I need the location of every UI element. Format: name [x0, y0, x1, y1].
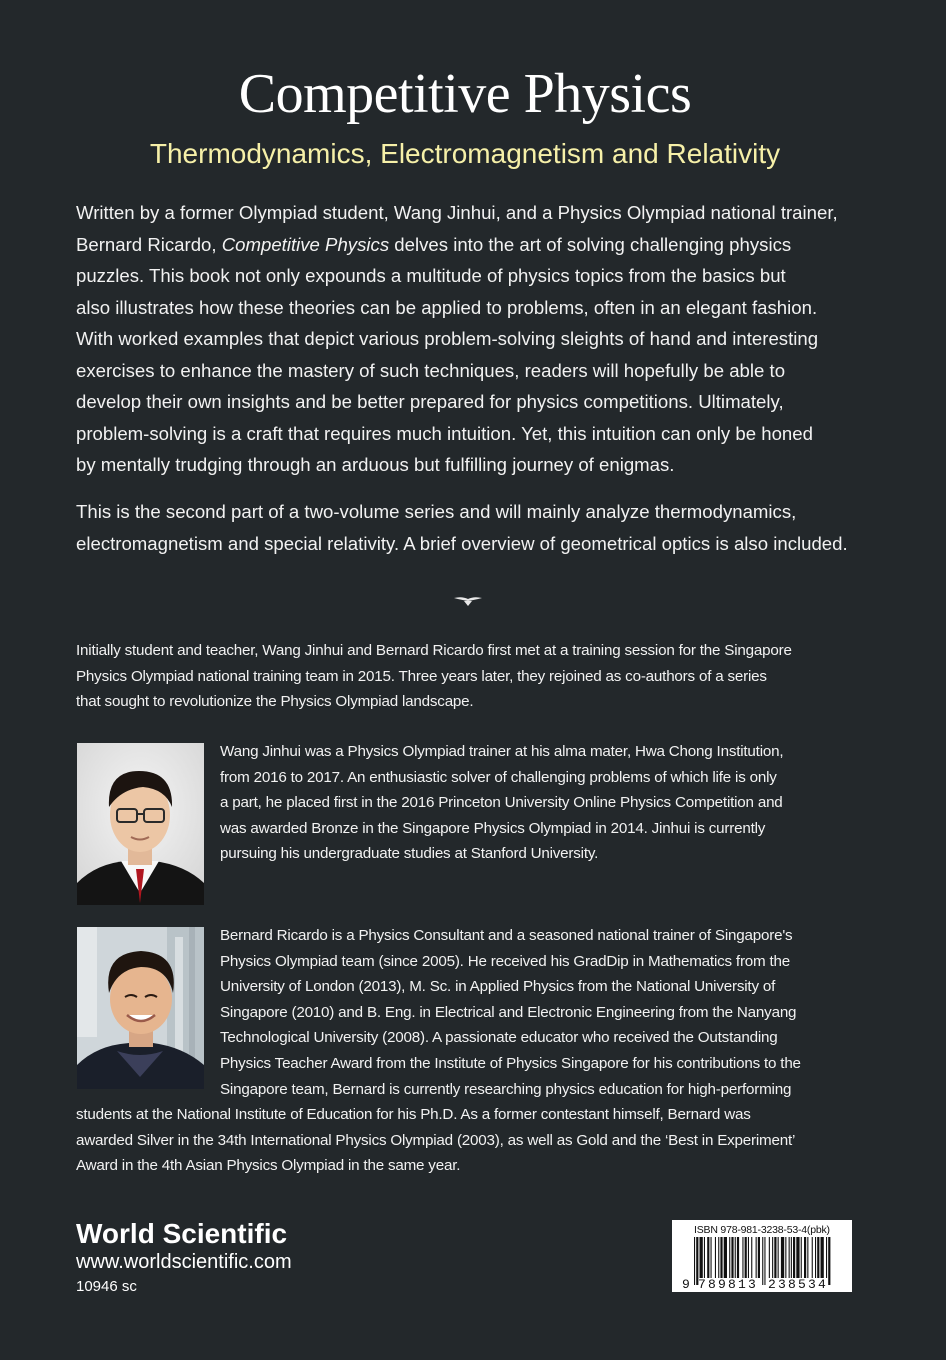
barcode-bar [704, 1237, 705, 1278]
bio-line: Physics Olympiad team (since 2005). He received his GradDip in Mathematics from the [220, 952, 791, 970]
bio-bernard-ricardo [220, 923, 860, 1102]
barcode-bar [711, 1237, 712, 1278]
barcode-bar [745, 1237, 747, 1278]
bio-line: University of London (2013), M. Sc. in Applied Physics from the National University of [220, 978, 776, 996]
blurb-line: Written by a former Olympiad student, Wang Jinhui, and a Physics Olympiad national trainer, [76, 202, 838, 223]
barcode-bar [751, 1237, 752, 1278]
bio-line: Award in the 4th Asian Physics Olympiad in the same year. [76, 1157, 461, 1175]
blurb-line: puzzles. This book not only expounds a multitude of physics topics from the basics but [76, 265, 786, 286]
bio-line: Technological University (2008). A passionate educator who received the Outstanding [220, 1029, 778, 1047]
barcode-bar [789, 1237, 790, 1278]
barcode-bar [769, 1237, 770, 1278]
barcode-bar [764, 1237, 765, 1285]
barcode-bar [801, 1237, 802, 1278]
barcode-digit-group-2: 238534 [768, 1277, 829, 1292]
blurb-line: develop their own insights and be better prepared for physics competitions. Ultimately, [76, 391, 784, 412]
barcode-bar [720, 1237, 722, 1278]
intro-line: Initially student and teacher, Wang Jinhui and Bernard Ricardo first met at a training session for the Singapore [76, 642, 792, 659]
blurb-fragment: Bernard Ricardo, [76, 233, 222, 255]
barcode-bar [828, 1237, 830, 1285]
blurb-paragraph-1 [76, 197, 860, 481]
barcode-bar [774, 1237, 776, 1278]
bio-line: Wang Jinhui was a Physics Olympiad trainer at his alma mater, Hwa Chong Institution, [220, 743, 784, 760]
book-subtitle: Thermodynamics, Electromagnetism and Relativity [149, 138, 781, 169]
barcode-bar [718, 1237, 719, 1278]
blurb-line: by mentally trudging through an arduous but fulfilling journey of enigmas. [76, 454, 675, 475]
blurb-line: This is the second part of a two-volume series and will mainly analyze thermodynamics, [76, 501, 797, 522]
barcode-bar [724, 1237, 727, 1278]
bio-line: pursuing his undergraduate studies at Stanford University. [220, 845, 599, 863]
blurb-line: also illustrates how these theories can be applied to problems, often in an elegant fashion. [76, 296, 818, 318]
barcode-digit-prefix: 9 [682, 1277, 690, 1292]
bio-line: a part, he placed first in the 2016 Princeton University Online Physics Competition and [220, 794, 783, 812]
barcode-bar [756, 1237, 757, 1278]
barcode-bar [772, 1237, 773, 1278]
barcode-bar [731, 1237, 733, 1278]
blurb-line: exercises to enhance the mastery of such techniques, readers will hopefully be able to [76, 359, 786, 381]
book-title-italic: Competitive Physics [221, 233, 390, 255]
barcode-bar [793, 1237, 795, 1278]
barcode-digit-group-1: 789813 [698, 1277, 759, 1292]
isbn-label: ISBN 978-981-3238-53-4(pbk) [694, 1224, 830, 1236]
barcode-bar [735, 1237, 736, 1278]
blurb-line: problem-solving is a craft that requires much intuition. Yet, this intuition can only be honed [76, 422, 813, 444]
isbn-barcode [672, 1220, 852, 1292]
barcode-bar [826, 1237, 827, 1278]
barcode-bar [700, 1237, 703, 1278]
bio-line: was awarded Bronze in the Singapore Physics Olympiad in 2014. Jinhui is currently [220, 819, 766, 837]
bio-line: students at the National Institute of Education for his Ph.D. As a former contestant himself, Bernard was [76, 1106, 751, 1123]
barcode-bar [796, 1237, 799, 1278]
barcode-bar [785, 1237, 786, 1278]
barcode-bar [694, 1237, 695, 1285]
barcode-bar [762, 1237, 763, 1285]
blurb-paragraph-2 [76, 496, 860, 559]
barcode-bar [804, 1237, 806, 1278]
barcode-bars [672, 1220, 852, 1292]
intro-line: Physics Olympiad national training team in 2015. Three years later, they rejoined as co-authors of a series [76, 667, 767, 685]
barcode-bar [807, 1237, 808, 1278]
bio-line: from 2016 to 2017. An enthusiastic solver of challenging problems of which life is only [220, 768, 777, 786]
bio-line: Physics Teacher Award from the Institute of Physics Singapore for his contributions to the [220, 1054, 801, 1072]
bio-wang-jinhui [220, 739, 860, 867]
intro-line: that sought to revolutionize the Physics Olympiad landscape. [76, 693, 474, 710]
bio-bernard-ricardo-continued [76, 1102, 860, 1179]
blurb-line [76, 229, 860, 261]
barcode-bar [817, 1237, 819, 1278]
catalog-code: 10946 sc [76, 1278, 137, 1295]
blurb-line: With worked examples that depict various problem-solving sleights of hand and interesting [76, 328, 819, 349]
publisher-block [76, 1218, 292, 1298]
barcode-bar [729, 1237, 730, 1278]
barcode-bar [778, 1237, 779, 1278]
barcode-bar [781, 1237, 784, 1278]
bio-line: awarded Silver in the 34th International Physics Olympiad (2003), as well as Gold and the ‘Best in Experiment’ [76, 1131, 796, 1149]
bio-line: Singapore team, Bernard is currently researching physics education for high-performing [220, 1080, 792, 1098]
barcode-bar [758, 1237, 760, 1278]
author-photo-bernard [77, 927, 204, 1089]
barcode-bar [715, 1237, 716, 1278]
author-photo-wang [77, 743, 204, 905]
authors-intro [76, 638, 860, 715]
bio-line: Bernard Ricardo is a Physics Consultant and a seasoned national trainer of Singapore's [220, 927, 793, 944]
blurb-fragment: delves into the art of solving challenging physics [389, 233, 792, 255]
barcode-bar [707, 1237, 709, 1278]
barcode-bar [821, 1237, 824, 1278]
barcode-bar [815, 1237, 816, 1278]
barcode-bar [812, 1237, 813, 1278]
blurb-line: electromagnetism and special relativity. A brief overview of geometrical optics is also included. [76, 532, 848, 554]
book-title: Competitive Physics [238, 63, 692, 125]
barcode-bar [791, 1237, 792, 1278]
barcode-bar [748, 1237, 749, 1278]
publisher-url: www.worldscientific.com [76, 1251, 292, 1273]
ornament-icon [452, 592, 484, 608]
publisher-name: World Scientific [76, 1218, 288, 1249]
barcode-bar [737, 1237, 739, 1278]
barcode-bar [742, 1237, 743, 1278]
bio-line: Singapore (2010) and B. Eng. in Electrical and Electronic Engineering from the Nanyang [220, 1003, 797, 1021]
